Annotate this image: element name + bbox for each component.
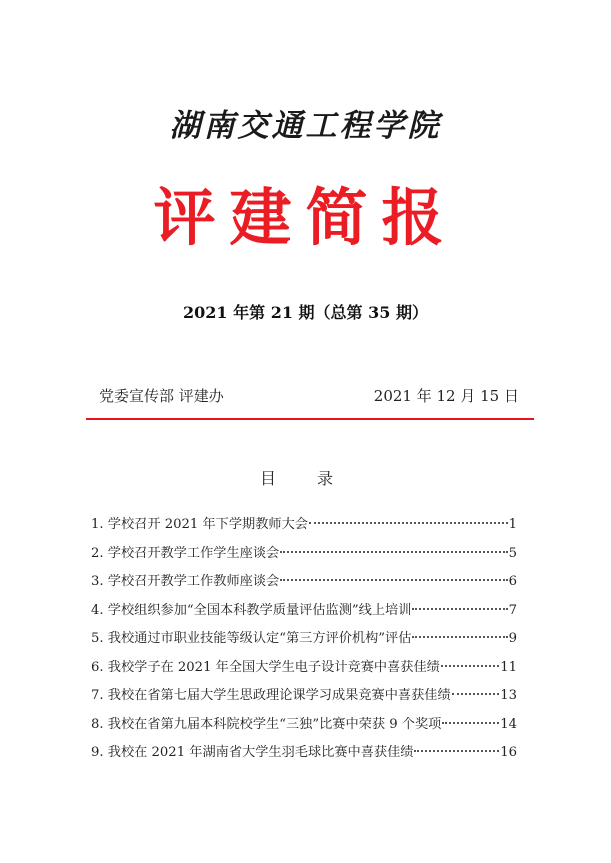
toc-item-page: 14: [500, 716, 517, 732]
toc-item-2[interactable]: [91, 544, 517, 573]
toc-item-7[interactable]: [91, 686, 517, 715]
toc-item-text: 9. 我校在 2021 年湖南省大学生羽毛球比赛中喜获佳绩: [91, 745, 414, 760]
toc-dot-leader: [412, 636, 507, 638]
issue-number: 2021 年第 21 期（总第 35 期）: [183, 303, 428, 322]
toc-item-page: 5: [508, 545, 517, 561]
toc-dot-leader: [414, 750, 499, 752]
toc-item-9[interactable]: [91, 743, 517, 772]
toc-item-text: 1. 学校召开 2021 年下学期教师大会: [91, 517, 308, 532]
toc-item-4[interactable]: [91, 601, 517, 630]
red-divider: [86, 418, 534, 420]
toc-item-1[interactable]: [91, 515, 517, 544]
toc-dot-leader: [452, 693, 500, 695]
table-of-contents: [91, 515, 517, 772]
publish-date: 2021 年 12 月 15 日: [373, 387, 519, 405]
toc-item-5[interactable]: [91, 629, 517, 658]
toc-dot-leader: [412, 608, 507, 610]
toc-item-text: 6. 我校学子在 2021 年全国大学生电子设计竞赛中喜获佳绩: [91, 659, 440, 675]
school-name: 湖南交通工程学院: [169, 108, 442, 144]
newsletter-title: 评建简报: [153, 181, 458, 254]
toc-item-6[interactable]: [91, 658, 517, 687]
toc-item-3[interactable]: [91, 572, 517, 601]
toc-item-text: 2. 学校召开教学工作学生座谈会: [91, 545, 280, 561]
toc-item-text: 5. 我校通过市职业技能等级认定“第三方评价机构”评估: [91, 631, 412, 646]
toc-item-text: 8. 我校在省第九届本科院校学生“三独”比赛中荣获 9 个奖项: [91, 716, 442, 732]
toc-dot-leader: [442, 722, 499, 724]
toc-item-page: 9: [508, 631, 517, 646]
toc-item-page: 16: [500, 745, 517, 760]
toc-item-text: 3. 学校召开教学工作教师座谈会: [91, 574, 280, 589]
toc-item-page: 6: [508, 574, 517, 589]
toc-dot-leader: [441, 665, 499, 667]
toc-item-page: 1: [508, 517, 517, 532]
toc-dot-leader: [309, 522, 508, 524]
toc-item-page: 7: [508, 602, 517, 618]
toc-item-8[interactable]: [91, 715, 517, 744]
toc-item-page: 11: [500, 659, 517, 675]
toc-dot-leader: [280, 579, 507, 581]
department-label: 党委宣传部 评建办: [99, 387, 224, 405]
toc-item-text: 7. 我校在省第七届大学生思政理论课学习成果竞赛中喜获佳绩: [91, 688, 451, 703]
toc-heading: 目 录: [259, 469, 352, 488]
toc-dot-leader: [280, 551, 507, 553]
toc-item-page: 13: [500, 688, 517, 703]
toc-item-text: 4. 学校组织参加“全国本科教学质量评估监测”线上培训: [91, 602, 412, 618]
